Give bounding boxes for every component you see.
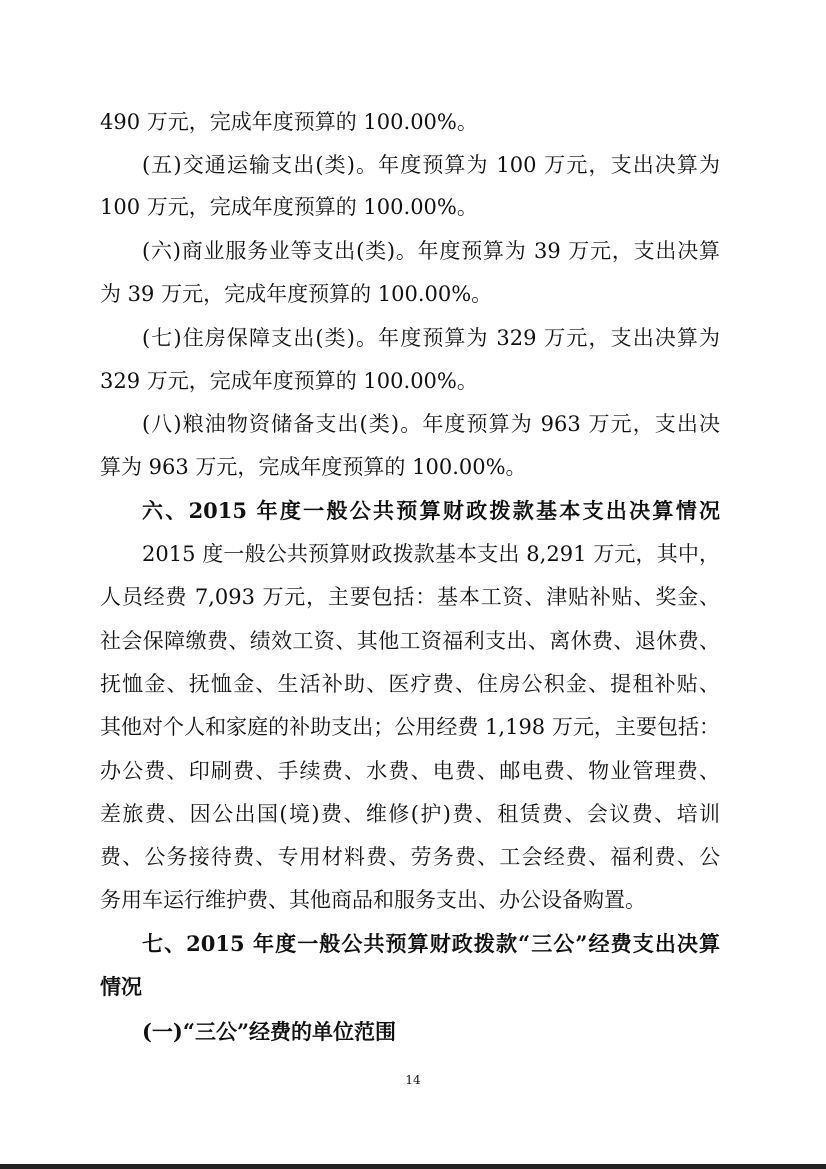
body-text-line: 其他对个人和家庭的补助支出；公用经费 1,198 万元，主要包括： [100,715,720,739]
body-text-line: 务用车运行维护费、其他商品和服务支出、办公设备购置。 [100,888,646,912]
body-text-line: 差旅费、因公出国(境)费、维修(护)费、租赁费、会议费、培训 [100,802,720,826]
body-text-line: 490 万元，完成年度预算的 100.00%。 [100,110,478,134]
body-text-line: (六)商业服务业等支出(类)。年度预算为 39 万元，支出决算 [142,239,720,263]
body-text-line: 社会保障缴费、绩效工资、其他工资福利支出、离休费、退休费、 [100,629,720,653]
body-text-line: 329 万元，完成年度预算的 100.00%。 [100,369,478,393]
section-heading: 七、2015 年度一般公共预算财政拨款“三公”经费支出决算 [142,931,720,956]
section-heading-continuation: 情况 [100,974,142,999]
body-text-line: 2015 度一般公共预算财政拨款基本支出 8,291 万元，其中， [142,542,720,566]
body-text-line: 100 万元，完成年度预算的 100.00%。 [100,195,478,219]
page-number: 14 [405,1073,421,1087]
body-text-line: 办公费、印刷费、手续费、水费、电费、邮电费、物业管理费、 [100,759,720,783]
body-text-line: (七)住房保障支出(类)。年度预算为 329 万元，支出决算为 [142,326,720,350]
scan-edge-border [0,1164,826,1169]
body-text-line: 算为 963 万元，完成年度预算的 100.00%。 [100,455,527,479]
body-text-line: 抚恤金、抚恤金、生活补助、医疗费、住房公积金、提租补贴、 [100,672,720,696]
body-text-line: (八)粮油物资储备支出(类)。年度预算为 963 万元，支出决 [142,412,720,436]
body-text-line: 费、公务接待费、专用材料费、劳务费、工会经费、福利费、公 [100,845,720,869]
section-heading: 六、2015 年度一般公共预算财政拨款基本支出决算情况 [142,498,720,523]
body-text-line: (五)交通运输支出(类)。年度预算为 100 万元，支出决算为 [142,153,720,177]
subsection-heading: (一)“三公”经费的单位范围 [142,1019,397,1044]
body-text-line: 人员经费 7,093 万元，主要包括：基本工资、津贴补贴、奖金、 [100,585,720,609]
body-text-line: 为 39 万元，完成年度预算的 100.00%。 [100,282,493,306]
